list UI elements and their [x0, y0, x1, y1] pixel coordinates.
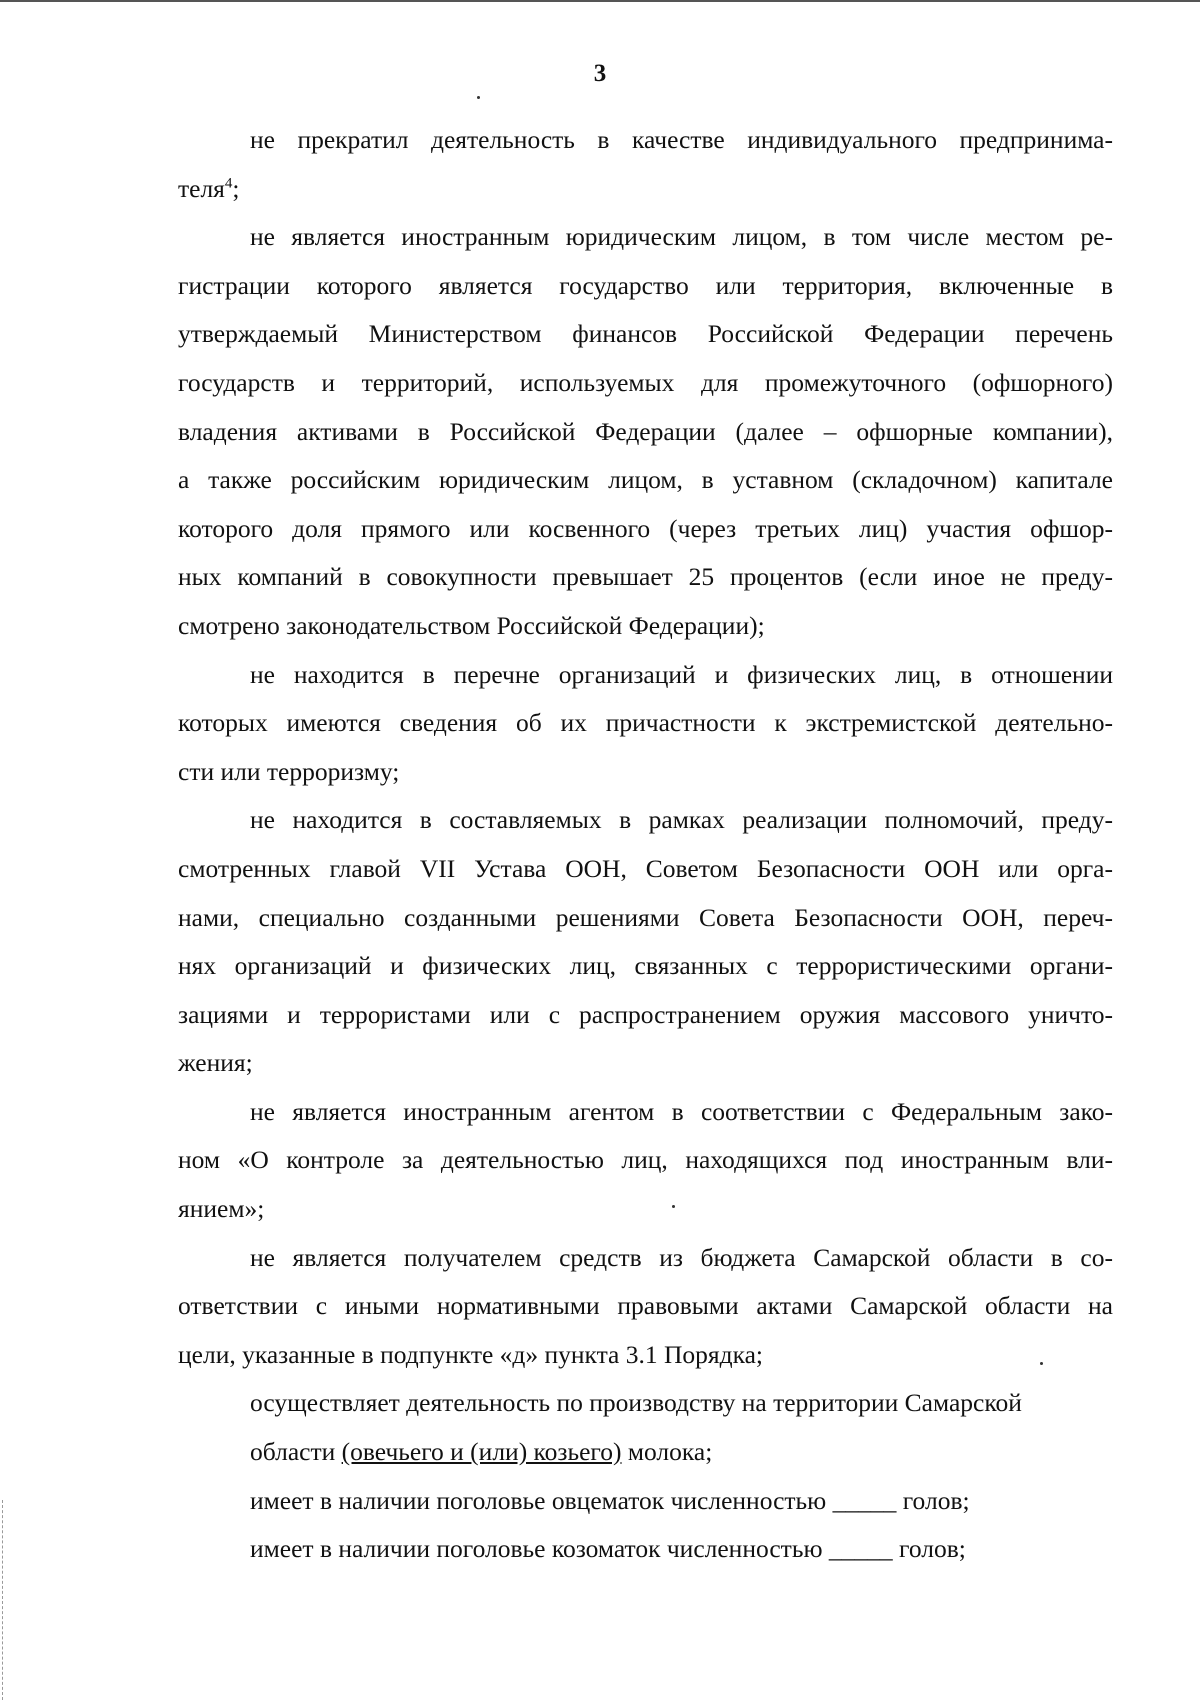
text-line: владения активами в Российской Федерации (далее – офшорные компании), — [178, 416, 1113, 446]
text-line: нами, специально созданными решениями Совета Безопасности ООН, переч- — [178, 902, 1113, 932]
document-body — [178, 116, 1113, 1574]
text: голов; — [899, 1534, 966, 1564]
text-line: а также российским юридическим лицом, в уставном (складочном) капитале — [178, 465, 1113, 495]
text-line: утверждаемый Министерством финансов Российской Федерации перечень — [178, 319, 1113, 349]
text-line: смотренных главой VII Устава ООН, Советом Безопасности ООН или орга- — [178, 853, 1113, 883]
text-line: которых имеются сведения об их причастности к экстремистской деятельно- — [178, 708, 1113, 738]
text-line: не находится в составляемых в рамках реализации полномочий, преду- — [250, 805, 1113, 835]
text: ; — [232, 173, 240, 203]
text-line: ных компаний в совокупности превышает 25 процентов (если иное не преду- — [178, 562, 1113, 592]
text-line: не является получателем средств из бюджета Самарской области в со- — [250, 1242, 1113, 1272]
scan-top-border — [0, 0, 1200, 2]
underlined-text: (овечьего и (или) козьего) — [341, 1437, 622, 1467]
text: молока; — [621, 1437, 713, 1467]
text-line: не является иностранным юридическим лицом, в том числе местом ре- — [250, 222, 1113, 252]
text-line: жения; — [178, 1048, 253, 1078]
text-line: не прекратил деятельность в качестве индивидуального предпринима- — [250, 125, 1113, 154]
text: голов; — [902, 1485, 970, 1515]
goat-line — [178, 1525, 1113, 1574]
text-line: не является иностранным агентом в соответствии с Федеральным зако- — [250, 1096, 1113, 1126]
blank-field-goat: _____ — [828, 1534, 893, 1564]
text-line: государств и территорий, используемых для промежуточного (офшорного) — [178, 367, 1113, 397]
text-line: ответствии с иными нормативными правовыми актами Самарской области на — [178, 1291, 1113, 1321]
scan-left-edge — [2, 1500, 4, 1700]
text-line: гистрации которого является государство или территория, включенные в — [178, 270, 1113, 300]
text: области — [250, 1437, 342, 1467]
text-line: нях организаций и физических лиц, связанных с террористическими органи- — [178, 951, 1113, 981]
text-line: цели, указанные в подпункте «д» пункта 3.1 Порядка; — [178, 1339, 764, 1369]
text: имеет в наличии поголовье козоматок численностью — [250, 1534, 823, 1564]
page-number: 3 — [593, 60, 607, 87]
text: имеет в наличии поголовье овцематок численностью — [250, 1485, 827, 1515]
sheep-line — [178, 1477, 1113, 1526]
text-line: осуществляет деятельность по производству на территории Самарской — [250, 1388, 1022, 1418]
text-line: янием»; — [178, 1194, 265, 1224]
text-line: сти или терроризму; — [178, 756, 400, 786]
text-line: которого доля прямого или косвенного (через третьих лиц) участия офшор- — [178, 513, 1113, 543]
text-line: ном «О контроле за деятельностью лиц, находящихся под иностранным вли- — [178, 1145, 1113, 1175]
text-line — [178, 165, 1113, 214]
text: теля — [178, 173, 225, 203]
text-line: не находится в перечне организаций и физических лиц, в отношении — [250, 659, 1113, 689]
footnote-marker[interactable]: 4 — [224, 175, 233, 192]
text-line: зациями и террористами или с распространением оружия массового уничто- — [178, 999, 1113, 1029]
scan-speck — [477, 96, 480, 99]
milk-line — [178, 1428, 1113, 1477]
text-line: смотрено законодательством Российской Федерации); — [178, 610, 765, 640]
blank-field-sheep: _____ — [832, 1485, 897, 1515]
